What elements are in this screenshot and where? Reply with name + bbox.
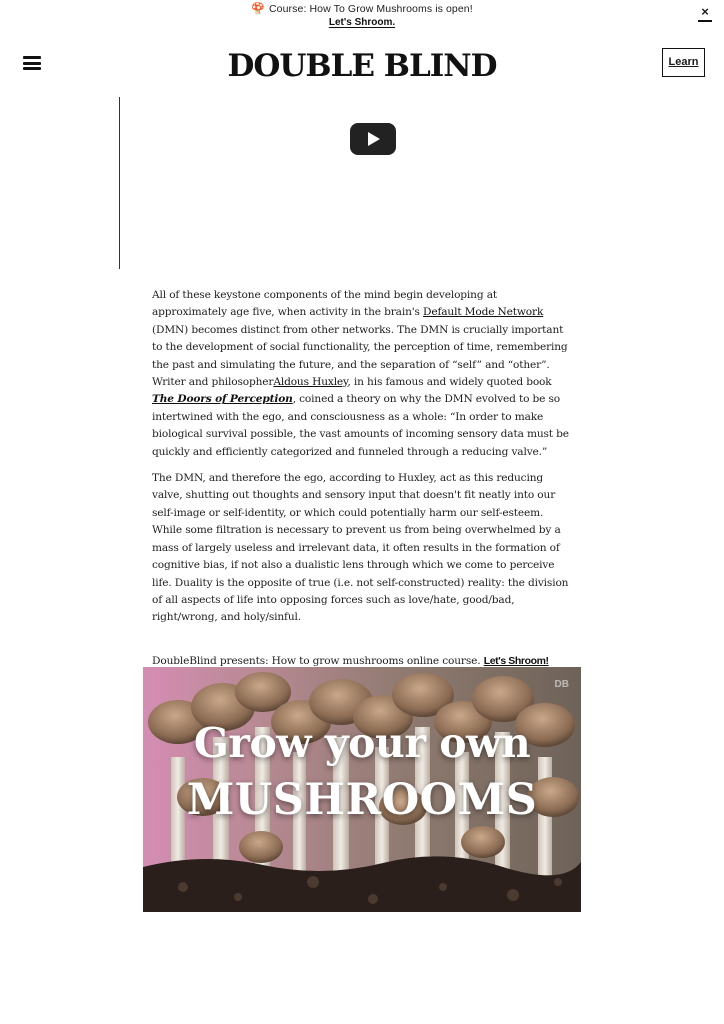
paragraph-text: , in his famous and widely quoted book [347, 376, 552, 389]
promo-headline-line2: MUSHROOMS [186, 775, 538, 825]
doors-of-perception-link[interactable]: The Doors of Perception [152, 393, 293, 406]
announcement-text: Course: How To Grow Mushrooms is open! [269, 3, 473, 15]
announcement-bar [0, 0, 724, 34]
promo-headline-line1: Grow your own [193, 719, 531, 767]
announcement-link-row [0, 17, 724, 28]
learn-button[interactable]: Learn [662, 48, 705, 77]
promo-watermark: DB [554, 679, 569, 690]
announcement-text-row [0, 2, 724, 15]
close-icon[interactable]: × [698, 6, 712, 22]
announcement-link[interactable]: Let's Shroom. [328, 17, 396, 28]
article-paragraph-1 [152, 287, 572, 461]
site-header [0, 40, 724, 92]
paragraph-text: (DMN) becomes distinct from other networks. The DMN is crucially important to the development of social functionality, the perception of time, remembering the past and simulating the future, and the separation of “self” and “other”. Writer and philosopher [152, 323, 568, 389]
paragraph-text: , coined a theory on why the DMN evolved to be so intertwined with the ego, and consciousness as a whole: “In order to make biological survival possible, the vast amounts of incoming sensory data must be quickly and efficiently categorized and funneled through a reducing valve.” [152, 393, 569, 458]
article-body [152, 287, 572, 679]
site-logo[interactable]: DOUBLE BLIND [227, 48, 497, 84]
dmn-link[interactable]: Default Mode Network [423, 306, 544, 319]
play-icon[interactable] [350, 123, 396, 155]
video-embed[interactable] [119, 97, 607, 269]
article-paragraph-2: The DMN, and therefore the ego, according to Huxley, act as this reducing valve, shutting out thoughts and sensory input that doesn't fit neatly into our self-image or self-identity, or which could potentially harm our self-esteem. While some filtration is necessary to prevent us from being overwhelmed by a mass of largely useless and irrelevant data, it often results in the formation of cognitive bias, if not also a dualistic lens through which we come to perceive life. Duality is the opposite of true (i.e. not self-constructed) reality: the division of all aspects of life into opposing forces such as love/hate, good/bad, right/wrong, and holy/sinful. [152, 472, 569, 624]
course-promo-image[interactable] [143, 667, 581, 912]
paragraph-text: All of these keystone components of the mind begin developing at approximately age five, when activity in the brain's [152, 289, 497, 319]
aldous-huxley-link[interactable]: Aldous Huxley [273, 376, 348, 389]
lets-shroom-link[interactable]: Let's Shroom! [483, 654, 549, 667]
mushroom-icon: 🍄 [251, 3, 265, 15]
promo-text: DoubleBlind presents: How to grow mushrooms online course. [152, 654, 484, 667]
